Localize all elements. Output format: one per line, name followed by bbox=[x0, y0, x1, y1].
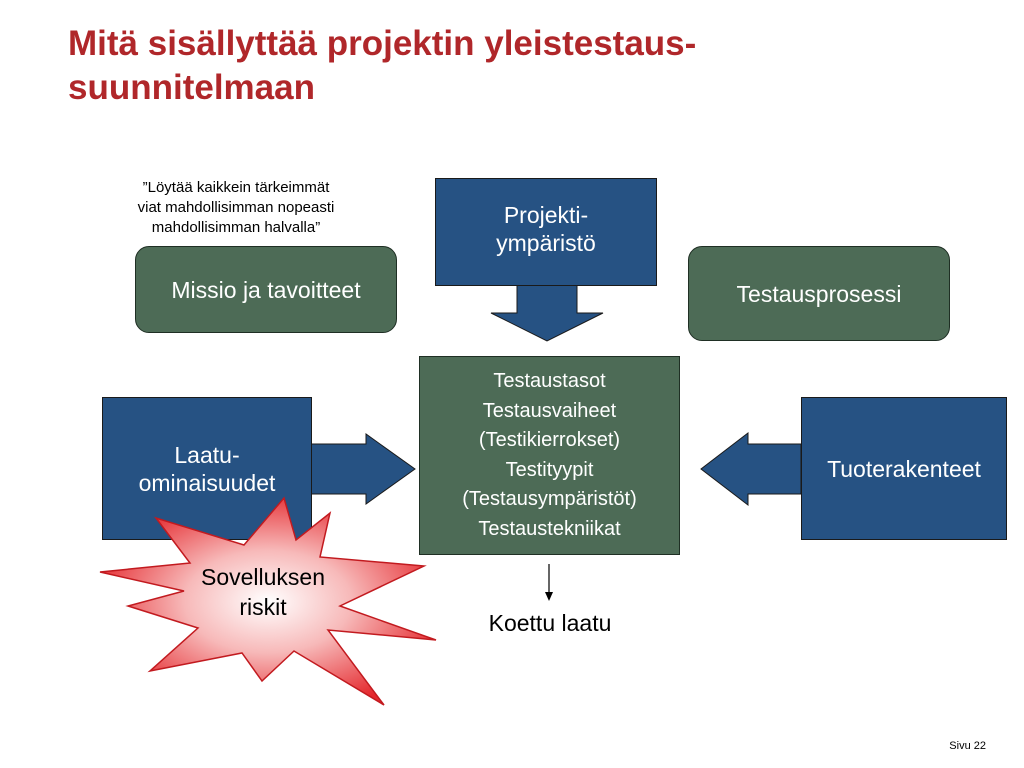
risk-star-label bbox=[163, 562, 363, 622]
page-number: Sivu 22 bbox=[949, 740, 986, 752]
result-label: Koettu laatu bbox=[488, 610, 612, 636]
center-item: Testaustekniikat bbox=[478, 517, 621, 540]
laatu-label-line-2: ominaisuudet bbox=[138, 469, 276, 496]
center-item: Testityypit bbox=[505, 458, 594, 481]
center-item: (Testikierrokset) bbox=[478, 429, 621, 451]
projekti-label-line-2: ympäristö bbox=[496, 230, 596, 256]
center-item: Testausvaiheet bbox=[482, 399, 617, 422]
missio-label: Missio ja tavoitteet bbox=[171, 276, 361, 303]
projekti-label-line-1: Projekti- bbox=[503, 202, 589, 228]
risk-star-label-line-1: Sovelluksen bbox=[200, 564, 326, 590]
mission-quote-line-3: mahdollisimman halvalla” bbox=[151, 219, 321, 236]
center-item: Testaustasot bbox=[493, 370, 606, 392]
laatu-label-line-1: Laatu- bbox=[174, 441, 240, 468]
center-item: (Testausympäristöt) bbox=[462, 488, 637, 510]
page-title-line-2: suunnitelmaan bbox=[68, 68, 315, 107]
mission-quote-line-2: viat mahdollisimman nopeasti bbox=[137, 199, 335, 216]
testausprosessi-label: Testausprosessi bbox=[736, 280, 902, 307]
risk-star-label-line-2: riskit bbox=[239, 594, 287, 620]
mission-quote-line-1: ”Löytää kaikkein tärkeimmät bbox=[142, 179, 330, 196]
tuoterakenteet-label: Tuoterakenteet bbox=[827, 455, 981, 482]
page-title-line-1: Mitä sisällyttää projektin yleistestaus- bbox=[68, 24, 697, 63]
